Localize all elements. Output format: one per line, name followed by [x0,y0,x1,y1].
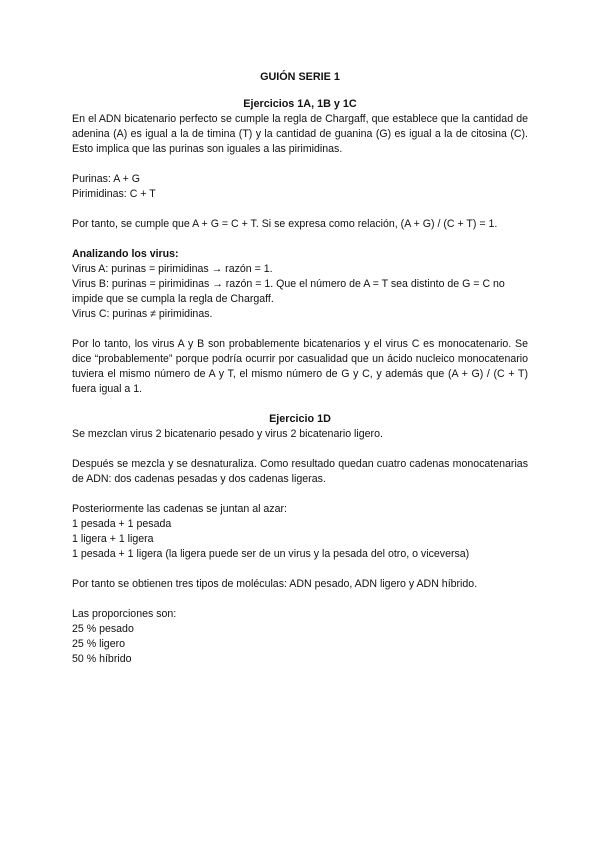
virus-a-line: Virus A: purinas = pirimidinas → razón = 1. [72,263,273,275]
proportion-item: 50 % híbrido [72,653,132,665]
random-join-line: Posteriormente las cadenas se juntan al azar: [72,503,287,515]
conclusion-paragraph: Por lo tanto, los virus A y B son probablemente bicatenarios y el virus C es monocatenario. Se dice “probablemente” porque podría ocurrir por casualidad que un ácido nucleico monocatenario tuviera el mismo número de A y T, el mismo número de G y C, y además que (A + G) / (C + T) fuera igual a 1. [72,338,528,395]
relation-line: Por tanto, se cumple que A + G = C + T. Si se expresa como relación, (A + G) / (C + T) = 1. [72,218,498,230]
proportion-item: 25 % ligero [72,638,125,650]
proportion-item: 25 % pesado [72,623,134,635]
virus-c-line: Virus C: purinas ≠ pirimidinas. [72,308,213,320]
chargaff-intro: En el ADN bicatenario perfecto se cumple la regla de Chargaff, que establece que la cantidad de adenina (A) es igual a la de timina (T) y la cantidad de guanina (G) es igual a la de citosina (C). Esto implica que las purinas son iguales a las pirimidinas. [72,113,528,155]
denature-paragraph: Después se mezcla y se desnaturaliza. Como resultado quedan cuatro cadenas monocatenarias de ADN: dos cadenas pesadas y dos cadenas ligeras. [72,458,528,485]
analysis-heading: Analizando los virus: [72,248,179,260]
combo-item: 1 ligera + 1 ligera [72,533,154,545]
result-line: Por tanto se obtienen tres tipos de moléculas: ADN pesado, ADN ligero y ADN híbrido. [72,578,478,590]
section-heading-1d: Ejercicio 1D [269,413,331,425]
mix-intro: Se mezclan virus 2 bicatenario pesado y virus 2 bicatenario ligero. [72,428,383,440]
combo-item: 1 pesada + 1 pesada [72,518,172,530]
document-content [72,70,528,667]
page-title: GUIÓN SERIE 1 [260,71,340,83]
virus-b-line: Virus B: purinas = pirimidinas → razón = 1. Que el número de A = T sea distinto de G = C no impide que se cumpla la regla de Chargaff. [72,278,505,305]
purinas-line: Purinas: A + G [72,173,141,185]
pirimidinas-line: Pirimidinas: C + T [72,188,156,200]
proportions-label: Las proporciones son: [72,608,177,620]
combo-item: 1 pesada + 1 ligera (la ligera puede ser de un virus y la pesada del otro, o viceversa) [72,548,470,560]
section-heading-1abc: Ejercicios 1A, 1B y 1C [243,98,357,110]
